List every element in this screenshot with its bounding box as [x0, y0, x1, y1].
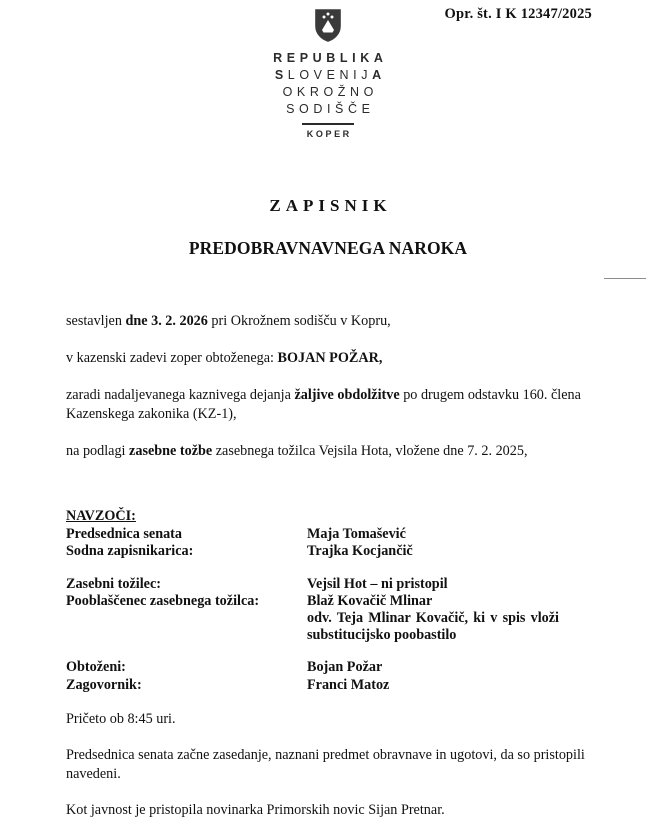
complaint-type: zasebne tožbe — [129, 443, 213, 459]
attendance-value: Blaž Kovačič Mlinar — [307, 592, 433, 609]
letterhead-line-okrozno: OKROŽNO — [282, 85, 378, 99]
attendance-label: Predsednica senata — [66, 526, 182, 543]
attendance-label: Pooblaščenec zasebnega tožilca: — [66, 592, 260, 609]
letterhead — [0, 8, 656, 139]
attendance-row — [66, 677, 606, 694]
paragraph-date-prefix: sestavljen — [66, 313, 126, 329]
paragraph-complaint-prefix: na podlagi — [66, 443, 130, 459]
attendance-value: Franci Matoz — [307, 676, 390, 693]
attendance-section — [66, 508, 606, 709]
slovenia-coat-of-arms-icon — [314, 8, 342, 42]
paragraph-offence — [66, 386, 590, 424]
paragraph-date-suffix: pri Okrožnem sodišču v Kopru, — [207, 313, 391, 329]
page-subtitle: PREDOBRAVNAVNEGA NAROKA — [188, 238, 468, 258]
offence-name: žaljive obdolžitve — [294, 387, 400, 403]
attendance-label: Zasebni tožilec: — [66, 575, 161, 592]
letterhead-slovenija-a: A — [372, 68, 386, 82]
letterhead-city: KOPER — [306, 129, 352, 139]
paragraph-date — [66, 312, 590, 331]
paragraph-defendant — [66, 349, 590, 368]
attendance-label: Obtoženi: — [66, 659, 126, 676]
page-title: ZAPISNIK — [269, 196, 392, 215]
attendance-value: Vejsil Hot – ni pristopil — [307, 575, 448, 592]
attendance-row — [66, 543, 606, 560]
paragraph-defendant-prefix: v kazenski zadevi zoper obtoženega: — [66, 350, 278, 366]
attendance-label: Sodna zapisnikarica: — [66, 543, 194, 560]
letterhead-line-republika: REPUBLIKA — [273, 51, 388, 65]
letterhead-slovenija-mid: LOVENIJ — [287, 68, 373, 82]
attendance-continuation: odv. Teja Mlinar Kovačič, ki v spis vloži substitucijsko poobastilo — [307, 610, 559, 644]
attendance-row — [66, 526, 606, 543]
paragraph-complaint-suffix: zasebnega tožilca Vejsila Hota, vložene dne 7. 2. 2025, — [212, 443, 528, 459]
attendance-heading: NAVZOČI: — [66, 508, 136, 524]
margin-mark — [604, 278, 646, 279]
attendance-row — [66, 593, 606, 610]
attendance-value: Trajka Kocjančič — [307, 543, 413, 560]
paragraph-public-present: Kot javnost je pristopila novinarka Primorskih novic Sijan Pretnar. — [66, 802, 445, 818]
attendance-row — [66, 659, 606, 676]
letterhead-slovenija-s: S — [274, 68, 288, 82]
attendance-group-court — [66, 526, 606, 560]
letterhead-line-sodisce: SODIŠČE — [286, 102, 375, 116]
hearing-date: dne 3. 2. 2026 — [125, 313, 208, 329]
attendance-value: Maja Tomašević — [307, 526, 406, 543]
paragraph-offence-prefix: zaradi nadaljevanega kaznivega dejanja — [66, 387, 295, 403]
paragraph-complaint — [66, 442, 590, 461]
attendance-group-defence — [66, 659, 606, 693]
defendant-name: BOJAN POŽAR, — [277, 350, 383, 366]
closing-text — [66, 710, 594, 820]
letterhead-divider — [302, 123, 354, 125]
letterhead-line-slovenija — [0, 67, 656, 84]
attendance-label: Zagovornik: — [66, 676, 142, 693]
paragraph-session-start: Predsednica senata začne zasedanje, naznani predmet obravnave in ugotovi, da so pristopili navedeni. — [66, 747, 585, 782]
paragraph-offence-suffix: po drugem odstavku 160. člena Kazenskega zakonika (KZ-1), — [66, 387, 581, 422]
body-text — [66, 312, 590, 479]
case-number: Opr. št. I K 12347/2025 — [444, 6, 592, 22]
attendance-row — [66, 576, 606, 593]
attendance-value: Bojan Požar — [307, 659, 383, 676]
attendance-group-prosecution — [66, 576, 606, 645]
start-time: Pričeto ob 8:45 uri. — [66, 711, 176, 727]
